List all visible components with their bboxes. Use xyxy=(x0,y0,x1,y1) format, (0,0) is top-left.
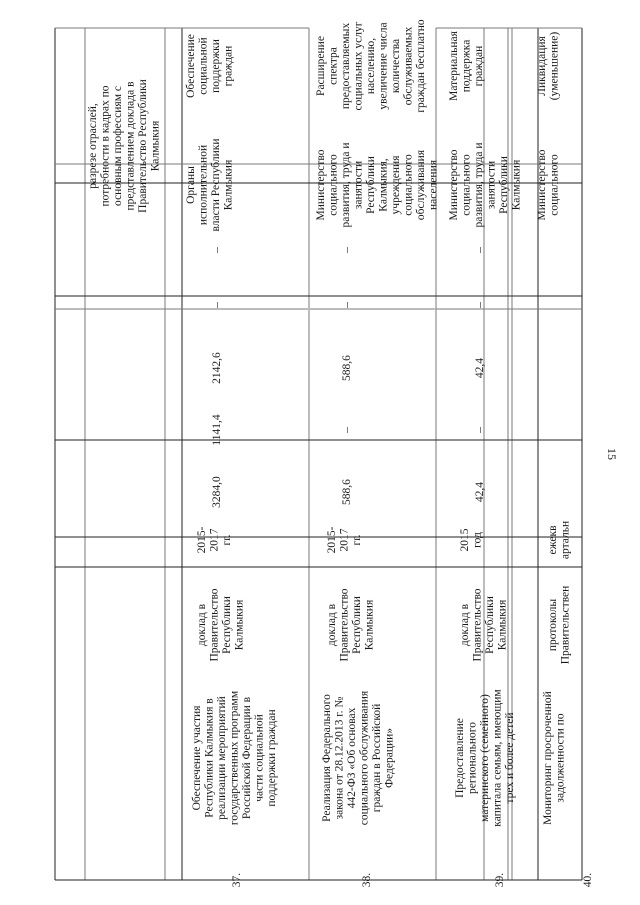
svg-text:социального обслуживания: социального обслуживания xyxy=(358,690,371,826)
funding-other: – xyxy=(341,247,353,253)
svg-text:Материальная: Материальная xyxy=(448,31,460,101)
funding-loc: – xyxy=(474,302,486,308)
row-executor xyxy=(185,139,235,232)
svg-text:учреждения: учреждения xyxy=(390,155,402,215)
row-executor xyxy=(315,143,440,228)
svg-text:поддержка: поддержка xyxy=(460,39,473,93)
svg-text:потребности в кадрах по: потребности в кадрах по xyxy=(99,85,112,207)
svg-text:Правительство: Правительство xyxy=(338,588,351,662)
svg-text:занятости: занятости xyxy=(352,160,365,210)
svg-text:капитала семьям, имеющим: капитала семьям, имеющим xyxy=(491,689,504,827)
row-period xyxy=(196,526,233,553)
svg-text:2015-: 2015- xyxy=(196,526,208,554)
svg-text:Республики Калмыкия в: Республики Калмыкия в xyxy=(203,698,216,818)
funding-reg: 588,6 xyxy=(341,355,353,381)
svg-text:поддержки граждан: поддержки граждан xyxy=(266,709,278,807)
row-report-form xyxy=(459,588,509,661)
svg-text:социального: социального xyxy=(548,154,561,216)
row-period xyxy=(547,521,572,559)
funding-reg: 42,4 xyxy=(474,357,486,379)
svg-text:Обеспечение участия: Обеспечение участия xyxy=(191,705,203,811)
row-period xyxy=(326,526,363,553)
svg-text:Предоставление: Предоставление xyxy=(454,718,466,798)
row-measure xyxy=(542,691,567,825)
svg-text:основным профессиям с: основным профессиям с xyxy=(112,86,124,206)
funding-fed: 1141,4 xyxy=(211,414,223,446)
row-number: 37. xyxy=(231,872,243,888)
svg-text:предоставляемых: предоставляемых xyxy=(340,22,352,110)
svg-text:Калмыкия: Калмыкия xyxy=(222,159,235,211)
svg-text:Калмыкия: Калмыкия xyxy=(496,599,509,651)
svg-text:исполнительной: исполнительной xyxy=(197,144,210,226)
svg-text:государственных программ: государственных программ xyxy=(228,690,241,826)
funding-reg: 2142,6 xyxy=(211,352,223,384)
svg-text:социальных услуг: социальных услуг xyxy=(352,21,365,111)
svg-text:Правительствен: Правительствен xyxy=(559,585,572,665)
svg-text:граждан: граждан xyxy=(473,45,485,87)
svg-text:Республики: Республики xyxy=(365,156,377,214)
svg-text:Российской Федерации в: Российской Федерации в xyxy=(241,696,253,820)
svg-text:реализации мероприятий: реализации мероприятий xyxy=(216,696,228,820)
svg-text:(уменьшение): (уменьшение) xyxy=(548,31,561,101)
svg-text:Реализация Федерального: Реализация Федерального xyxy=(321,694,333,822)
page-number: 15 xyxy=(605,448,619,460)
svg-text:Калмыкия: Калмыкия xyxy=(149,120,162,172)
funding-fed: – xyxy=(341,427,353,433)
svg-text:поддержки: поддержки xyxy=(210,39,222,93)
svg-text:доклад в: доклад в xyxy=(196,603,208,647)
svg-text:Мониторинг просроченной: Мониторинг просроченной xyxy=(542,691,554,825)
svg-text:Правительство: Правительство xyxy=(471,588,484,662)
svg-text:трех и более детей: трех и более детей xyxy=(504,712,516,804)
svg-text:Правительство: Правительство xyxy=(208,588,221,662)
svg-text:Калмыкия: Калмыкия xyxy=(363,599,376,651)
row-number: 39. xyxy=(494,872,506,888)
svg-text:Республики: Республики xyxy=(221,596,233,654)
svg-text:граждан: граждан xyxy=(222,45,235,87)
row-report-form xyxy=(326,588,376,661)
funding-loc: – xyxy=(341,302,353,308)
continued-row-measure xyxy=(87,79,162,213)
svg-text:количества: количества xyxy=(390,38,402,94)
row-result xyxy=(448,30,485,101)
svg-text:доклад в: доклад в xyxy=(326,603,338,647)
svg-text:граждан в Российской: граждан в Российской xyxy=(371,703,383,813)
svg-text:2015: 2015 xyxy=(459,528,471,552)
svg-text:социального: социального xyxy=(460,154,473,216)
svg-text:граждан бесплатно: граждан бесплатно xyxy=(415,19,427,113)
row-report-form xyxy=(547,586,572,665)
svg-text:гг.: гг. xyxy=(351,534,363,546)
svg-text:части социальной: части социальной xyxy=(253,714,266,802)
funding-loc: – xyxy=(211,302,223,308)
svg-text:обслуживания: обслуживания xyxy=(415,149,427,221)
svg-text:доклад в: доклад в xyxy=(459,603,471,647)
svg-text:занятости: занятости xyxy=(485,160,498,210)
funding-fed: – xyxy=(474,427,486,433)
svg-text:развития, труда и: развития, труда и xyxy=(473,142,485,228)
svg-text:Ликвидация: Ликвидация xyxy=(536,36,548,96)
svg-text:Правительство Республики: Правительство Республики xyxy=(137,79,149,213)
svg-text:год: год xyxy=(471,532,484,548)
svg-text:442-ФЗ «Об основах: 442-ФЗ «Об основах xyxy=(346,707,358,809)
table-content xyxy=(87,19,594,887)
svg-text:2017: 2017 xyxy=(208,528,221,552)
svg-text:разрезе отраслей,: разрезе отраслей, xyxy=(87,103,99,189)
row-result xyxy=(536,32,561,101)
svg-text:Республики: Республики xyxy=(498,156,510,214)
svg-text:2017: 2017 xyxy=(338,528,351,552)
svg-text:Калмыкия: Калмыкия xyxy=(233,599,246,651)
funding-other: – xyxy=(474,247,486,253)
svg-text:населению,: населению, xyxy=(365,37,377,95)
row-result xyxy=(315,19,427,113)
svg-text:закона от 28.12.2013 г. №: закона от 28.12.2013 г. № xyxy=(333,696,346,820)
row-report-form xyxy=(196,588,246,661)
svg-text:ежекв: ежекв xyxy=(547,525,559,555)
svg-text:Калмыкия: Калмыкия xyxy=(510,159,523,211)
row-measure xyxy=(321,690,396,825)
svg-text:Органы: Органы xyxy=(185,166,197,204)
svg-text:регионального: регионального xyxy=(466,722,479,794)
row-result xyxy=(185,34,235,98)
funding-total: 42,4 xyxy=(474,481,486,503)
row-measure xyxy=(191,690,278,825)
svg-text:гг.: гг. xyxy=(221,534,233,546)
svg-text:спектра: спектра xyxy=(327,47,340,85)
row-number: 40. xyxy=(582,872,594,888)
funding-total: 588,6 xyxy=(341,479,353,505)
funding-total: 3284,0 xyxy=(211,476,223,508)
svg-text:Министерство: Министерство xyxy=(536,149,548,221)
svg-text:Калмыкия,: Калмыкия, xyxy=(377,158,390,212)
svg-text:протоколы: протоколы xyxy=(547,598,559,652)
funding-other: – xyxy=(211,247,223,253)
svg-text:задолженности по: задолженности по xyxy=(554,713,567,803)
svg-text:населения: населения xyxy=(427,159,440,211)
svg-text:Республики: Республики xyxy=(484,596,496,654)
svg-text:обслуживаемых: обслуживаемых xyxy=(402,26,415,106)
svg-text:Республики: Республики xyxy=(351,596,363,654)
svg-text:артальн: артальн xyxy=(559,520,572,560)
svg-text:социальной: социальной xyxy=(197,37,210,95)
svg-text:развития, труда и: развития, труда и xyxy=(340,142,352,228)
svg-text:Федерации»: Федерации» xyxy=(383,727,396,789)
svg-text:представлением доклада в: представлением доклада в xyxy=(124,81,137,211)
svg-text:увеличение числа: увеличение числа xyxy=(377,22,390,110)
svg-text:Министерство: Министерство xyxy=(448,149,460,221)
row-executor xyxy=(448,143,523,228)
row-executor xyxy=(536,149,561,220)
svg-text:социального: социального xyxy=(327,154,340,216)
svg-text:социального: социального xyxy=(402,154,415,216)
row-period xyxy=(459,528,484,551)
svg-text:власти Республики: власти Республики xyxy=(210,138,222,232)
svg-text:материнского (семейного): материнского (семейного) xyxy=(479,694,491,822)
svg-text:Расширение: Расширение xyxy=(315,36,327,96)
row-measure xyxy=(454,689,516,827)
svg-text:Министерство: Министерство xyxy=(315,149,327,221)
row-number: 38. xyxy=(361,872,373,888)
svg-text:Обеспечение: Обеспечение xyxy=(185,34,197,98)
svg-text:2015-: 2015- xyxy=(326,526,338,554)
